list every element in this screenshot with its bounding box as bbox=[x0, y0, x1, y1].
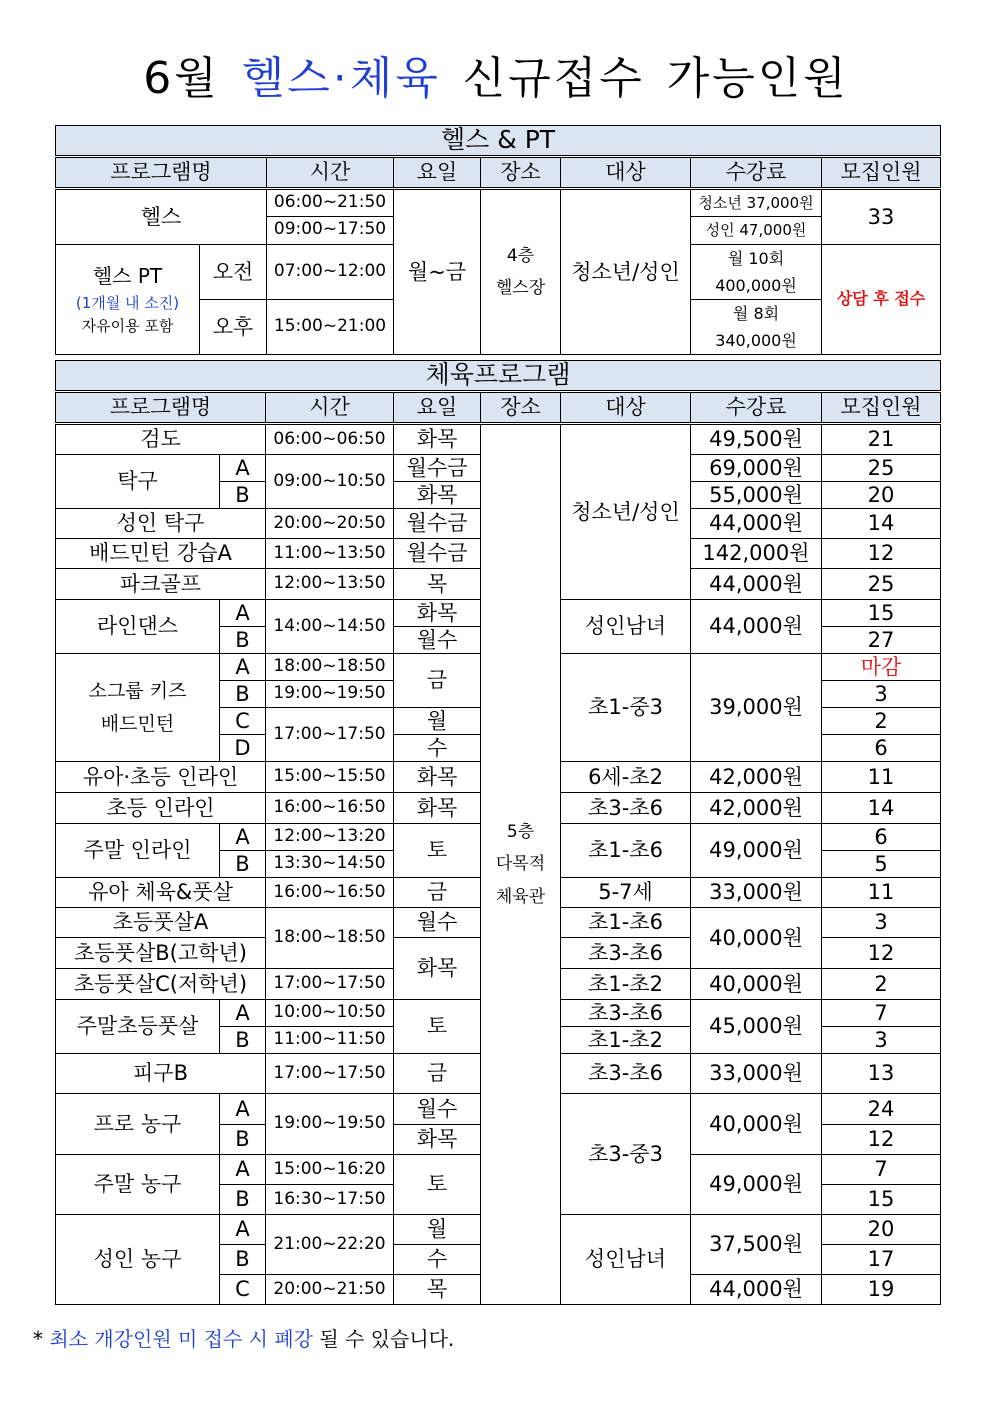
title-word-registration: 신규접수 bbox=[462, 53, 645, 104]
program-group: A bbox=[220, 455, 266, 482]
program-day: 화목 bbox=[394, 424, 481, 455]
program-target: 초1-초2 bbox=[561, 969, 691, 1000]
footnote bbox=[33, 1323, 454, 1352]
program-capacity: 25 bbox=[822, 569, 941, 600]
health-target: 청소년/성인 bbox=[561, 189, 691, 355]
program-capacity: 19 bbox=[822, 1275, 941, 1305]
program-capacity: 2 bbox=[822, 969, 941, 1000]
program-name: 성인 농구 bbox=[56, 1215, 220, 1305]
pt-capacity-note: 상담 후 접수 bbox=[822, 244, 941, 355]
program-capacity: 6 bbox=[822, 824, 941, 851]
program-time: 19:00~19:50 bbox=[266, 681, 394, 708]
program-capacity: 24 bbox=[822, 1094, 941, 1125]
header-capacity: 모집인원 bbox=[822, 157, 941, 189]
program-group: C bbox=[220, 708, 266, 735]
program-capacity: 20 bbox=[822, 1215, 941, 1245]
program-time: 14:00~14:50 bbox=[266, 600, 394, 654]
program-fee: 44,000원 bbox=[691, 600, 822, 654]
header-target: 대상 bbox=[561, 392, 691, 424]
program-fee: 42,000원 bbox=[691, 762, 822, 793]
header-fee: 수강료 bbox=[691, 157, 822, 189]
program-time: 17:00~17:50 bbox=[266, 708, 394, 762]
program-group: A bbox=[220, 824, 266, 851]
gym-fee-adult: 성인 47,000원 bbox=[691, 217, 822, 244]
pt-afternoon: 오후 bbox=[200, 299, 267, 354]
gym-time-1: 06:00~21:50 bbox=[267, 189, 394, 217]
program-capacity: 3 bbox=[822, 1027, 941, 1054]
header-program: 프로그램명 bbox=[56, 157, 267, 189]
program-day: 목 bbox=[394, 569, 481, 600]
program-name: 피구B bbox=[56, 1054, 266, 1094]
program-capacity: 14 bbox=[822, 793, 941, 824]
program-fee: 142,000원 bbox=[691, 539, 822, 569]
program-capacity: 21 bbox=[822, 424, 941, 455]
program-day: 월수금 bbox=[394, 509, 481, 539]
program-day: 토 bbox=[394, 1000, 481, 1054]
program-time: 15:00~15:50 bbox=[266, 762, 394, 793]
footnote-rest: 될 수 있습니다. bbox=[313, 1327, 455, 1351]
program-group: B bbox=[220, 851, 266, 878]
pt-fee-10: 월 10회 400,000원 bbox=[691, 244, 822, 299]
pt-program-cell: 헬스 PT (1개월 내 소진) 자유이용 포함 bbox=[56, 244, 200, 355]
program-day: 수 bbox=[394, 1245, 481, 1275]
program-day: 화목 bbox=[394, 762, 481, 793]
header-place: 장소 bbox=[481, 392, 561, 424]
header-day: 요일 bbox=[394, 157, 481, 189]
title-month: 6월 bbox=[143, 53, 220, 104]
program-name: 주말 인라인 bbox=[56, 824, 220, 878]
program-target: 성인남녀 bbox=[561, 600, 691, 654]
program-fee: 49,000원 bbox=[691, 824, 822, 878]
program-fee: 49,000원 bbox=[691, 1155, 822, 1215]
program-target: 초1-초6 bbox=[561, 824, 691, 878]
program-name: 성인 탁구 bbox=[56, 509, 266, 539]
program-day: 월 bbox=[394, 708, 481, 735]
program-name: 초등 인라인 bbox=[56, 793, 266, 824]
program-name: 유아·초등 인라인 bbox=[56, 762, 266, 793]
program-fee: 33,000원 bbox=[691, 1054, 822, 1094]
program-group: A bbox=[220, 654, 266, 681]
program-day: 월수금 bbox=[394, 455, 481, 482]
program-day: 금 bbox=[394, 1054, 481, 1094]
program-fee: 39,000원 bbox=[691, 654, 822, 762]
program-capacity: 15 bbox=[822, 600, 941, 627]
footnote-highlight: 최소 개강인원 미 접수 시 폐강 bbox=[49, 1327, 313, 1351]
program-time: 15:00~16:20 bbox=[266, 1155, 394, 1185]
program-fee: 55,000원 bbox=[691, 482, 822, 509]
program-day: 월수 bbox=[394, 1094, 481, 1125]
health-place: 4층 헬스장 bbox=[481, 189, 561, 355]
program-group: A bbox=[220, 1094, 266, 1125]
program-time: 12:00~13:20 bbox=[266, 824, 394, 851]
program-target: 초3-초6 bbox=[561, 793, 691, 824]
program-fee: 33,000원 bbox=[691, 878, 822, 908]
program-fee: 37,500원 bbox=[691, 1215, 822, 1275]
program-capacity: 3 bbox=[822, 681, 941, 708]
program-day: 토 bbox=[394, 824, 481, 878]
program-name: 초등풋살A bbox=[56, 908, 266, 938]
program-name: 파크골프 bbox=[56, 569, 266, 600]
program-name: 배드민턴 강습A bbox=[56, 539, 266, 569]
program-capacity: 7 bbox=[822, 1000, 941, 1027]
program-target: 초1-초2 bbox=[561, 1027, 691, 1054]
program-target: 초3-중3 bbox=[561, 1094, 691, 1215]
program-name: 초등풋살B(고학년) bbox=[56, 938, 266, 969]
section-title-sports: 체육프로그램 bbox=[56, 361, 941, 392]
header-target: 대상 bbox=[561, 157, 691, 189]
program-capacity: 11 bbox=[822, 878, 941, 908]
header-capacity: 모집인원 bbox=[822, 392, 941, 424]
program-group: D bbox=[220, 735, 266, 762]
program-target: 초3-초6 bbox=[561, 1000, 691, 1027]
program-name: 검도 bbox=[56, 424, 266, 455]
gym-capacity: 33 bbox=[822, 189, 941, 245]
program-time: 17:00~17:50 bbox=[266, 969, 394, 1000]
health-pt-table bbox=[55, 125, 941, 355]
program-day: 화목 bbox=[394, 482, 481, 509]
header-day: 요일 bbox=[394, 392, 481, 424]
program-fee: 40,000원 bbox=[691, 969, 822, 1000]
program-group: A bbox=[220, 1215, 266, 1245]
pt-afternoon-time: 15:00~21:00 bbox=[267, 299, 394, 354]
title-word-capacity: 가능인원 bbox=[666, 53, 849, 104]
program-fee: 44,000원 bbox=[691, 1275, 822, 1305]
program-time: 19:00~19:50 bbox=[266, 1094, 394, 1155]
program-group: B bbox=[220, 681, 266, 708]
program-capacity: 15 bbox=[822, 1185, 941, 1215]
program-day: 목 bbox=[394, 1275, 481, 1305]
program-day: 화목 bbox=[394, 793, 481, 824]
program-time: 20:00~20:50 bbox=[266, 509, 394, 539]
program-time: 20:00~21:50 bbox=[266, 1275, 394, 1305]
program-time: 09:00~10:50 bbox=[266, 455, 394, 509]
program-name: 유아 체육&풋살 bbox=[56, 878, 266, 908]
header-time: 시간 bbox=[267, 157, 394, 189]
program-time: 16:00~16:50 bbox=[266, 793, 394, 824]
program-name: 탁구 bbox=[56, 455, 220, 509]
pt-morning: 오전 bbox=[200, 244, 267, 299]
program-capacity: 17 bbox=[822, 1245, 941, 1275]
program-name: 프로 농구 bbox=[56, 1094, 220, 1155]
program-capacity-closed: 마감 bbox=[822, 654, 941, 681]
gym-time-2: 09:00~17:50 bbox=[267, 217, 394, 244]
program-capacity: 20 bbox=[822, 482, 941, 509]
program-time: 18:00~18:50 bbox=[266, 908, 394, 969]
program-group: B bbox=[220, 1185, 266, 1215]
gym-fee-youth: 청소년 37,000원 bbox=[691, 189, 822, 217]
program-fee: 40,000원 bbox=[691, 1094, 822, 1155]
program-group: A bbox=[220, 1000, 266, 1027]
program-target: 초3-초6 bbox=[561, 1054, 691, 1094]
program-capacity: 5 bbox=[822, 851, 941, 878]
program-time: 11:00~11:50 bbox=[266, 1027, 394, 1054]
program-fee: 44,000원 bbox=[691, 509, 822, 539]
program-group: B bbox=[220, 1027, 266, 1054]
program-target: 초1-초6 bbox=[561, 908, 691, 938]
program-capacity: 25 bbox=[822, 455, 941, 482]
program-day: 월수 bbox=[394, 627, 481, 654]
program-time: 06:00~06:50 bbox=[266, 424, 394, 455]
gym-name: 헬스 bbox=[56, 189, 267, 245]
program-capacity: 12 bbox=[822, 1125, 941, 1155]
pt-morning-time: 07:00~12:00 bbox=[267, 244, 394, 299]
program-time: 16:30~17:50 bbox=[266, 1185, 394, 1215]
program-group: A bbox=[220, 600, 266, 627]
program-fee: 42,000원 bbox=[691, 793, 822, 824]
program-time: 12:00~13:50 bbox=[266, 569, 394, 600]
program-fee: 69,000원 bbox=[691, 455, 822, 482]
program-capacity: 7 bbox=[822, 1155, 941, 1185]
program-group: B bbox=[220, 627, 266, 654]
program-target: 초3-초6 bbox=[561, 938, 691, 969]
health-days: 월~금 bbox=[394, 189, 481, 355]
program-day: 토 bbox=[394, 1155, 481, 1215]
program-fee: 40,000원 bbox=[691, 908, 822, 969]
program-day: 월 bbox=[394, 1215, 481, 1245]
program-name: 라인댄스 bbox=[56, 600, 220, 654]
program-capacity: 27 bbox=[822, 627, 941, 654]
program-capacity: 2 bbox=[822, 708, 941, 735]
program-time: 11:00~13:50 bbox=[266, 539, 394, 569]
program-time: 21:00~22:20 bbox=[266, 1215, 394, 1275]
program-fee: 49,500원 bbox=[691, 424, 822, 455]
program-day: 금 bbox=[394, 878, 481, 908]
program-target: 6세-초2 bbox=[561, 762, 691, 793]
program-name: 소그룹 키즈 배드민턴 bbox=[56, 654, 220, 762]
program-group: C bbox=[220, 1275, 266, 1305]
header-time: 시간 bbox=[266, 392, 394, 424]
program-time: 17:00~17:50 bbox=[266, 1054, 394, 1094]
header-fee: 수강료 bbox=[691, 392, 822, 424]
program-target: 5-7세 bbox=[561, 878, 691, 908]
program-time: 18:00~18:50 bbox=[266, 654, 394, 681]
program-capacity: 13 bbox=[822, 1054, 941, 1094]
pt-fee-8: 월 8회 340,000원 bbox=[691, 299, 822, 354]
program-time: 10:00~10:50 bbox=[266, 1000, 394, 1027]
program-capacity: 14 bbox=[822, 509, 941, 539]
program-time: 16:00~16:50 bbox=[266, 878, 394, 908]
program-fee: 45,000원 bbox=[691, 1000, 822, 1054]
program-group: B bbox=[220, 482, 266, 509]
section-title-health: 헬스 & PT bbox=[56, 126, 941, 157]
program-name: 주말초등풋살 bbox=[56, 1000, 220, 1054]
table-row bbox=[56, 424, 941, 455]
program-fee: 44,000원 bbox=[691, 569, 822, 600]
program-day: 수 bbox=[394, 735, 481, 762]
sports-place: 5층 다목적 체육관 bbox=[481, 424, 561, 1305]
program-day: 화목 bbox=[394, 1125, 481, 1155]
program-day: 금 bbox=[394, 654, 481, 708]
header-place: 장소 bbox=[481, 157, 561, 189]
program-capacity: 12 bbox=[822, 539, 941, 569]
page-title bbox=[0, 42, 992, 106]
program-capacity: 3 bbox=[822, 908, 941, 938]
program-capacity: 11 bbox=[822, 762, 941, 793]
program-target: 초1-중3 bbox=[561, 654, 691, 762]
program-time: 13:30~14:50 bbox=[266, 851, 394, 878]
program-day: 화목 bbox=[394, 600, 481, 627]
title-highlight: 헬스·체육 bbox=[241, 53, 441, 104]
footnote-star: * bbox=[33, 1327, 43, 1351]
program-day: 월수 bbox=[394, 908, 481, 938]
program-name: 초등풋살C(저학년) bbox=[56, 969, 266, 1000]
program-group: B bbox=[220, 1125, 266, 1155]
program-day: 화목 bbox=[394, 938, 481, 1000]
program-day: 월수금 bbox=[394, 539, 481, 569]
program-capacity: 12 bbox=[822, 938, 941, 969]
program-target: 성인남녀 bbox=[561, 1215, 691, 1305]
program-target: 청소년/성인 bbox=[561, 424, 691, 600]
header-program: 프로그램명 bbox=[56, 392, 266, 424]
program-capacity: 6 bbox=[822, 735, 941, 762]
sports-program-table bbox=[55, 360, 941, 1305]
program-group: A bbox=[220, 1155, 266, 1185]
program-group: B bbox=[220, 1245, 266, 1275]
program-name: 주말 농구 bbox=[56, 1155, 220, 1215]
